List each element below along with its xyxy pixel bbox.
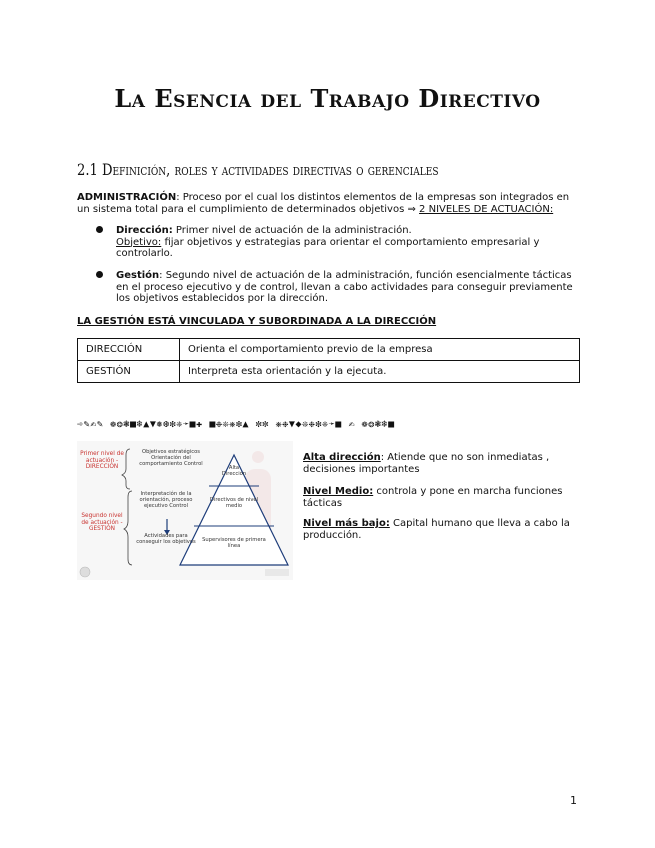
- bullet-term: Gestión: [116, 270, 160, 281]
- pyramid-bottom-label: Supervisores de primera línea: [202, 537, 266, 549]
- level-label: Alta dirección: [303, 452, 381, 463]
- page-number: 1: [570, 794, 577, 807]
- figure-note-bottom: Actividades para conseguir los objetivos: [136, 533, 196, 545]
- table-row: [78, 361, 580, 383]
- level-bajo: [303, 518, 585, 542]
- levels-table: [77, 338, 580, 383]
- table-cell: GESTIÓN: [78, 361, 180, 383]
- bullet-text: : Segundo nivel de actuación de la administración, función esencialmente tácticas en el proceso ejecutivo y de control, llevan a cabo actividades para conseguir previamente los objetivos establecidos por la dirección.: [116, 270, 573, 304]
- table-cell: Interpreta esta orientación y la ejecuta.: [180, 361, 580, 383]
- figure-label-direccion: Primer nivel de actuación - DIRECCIÓN: [80, 451, 124, 470]
- bullet-sub-label: Objetivo:: [116, 236, 162, 248]
- bullet-dot-icon: [96, 271, 103, 278]
- bullet-term: Dirección:: [116, 225, 173, 236]
- admin-term: ADMINISTRACIÓN: [77, 192, 177, 203]
- pyramid-top-label: Alta Dirección: [221, 465, 247, 477]
- administration-paragraph: [77, 192, 582, 216]
- bullet-gestion: [116, 270, 581, 305]
- subheading: LA GESTIÓN ESTÁ VINCULADA Y SUBORDINADA A LA DIRECCIÓN: [77, 316, 437, 327]
- level-text: : Atiende que no son inmediatas , decisiones importantes: [303, 452, 550, 475]
- pyramid-figure: [77, 441, 293, 580]
- level-label: Nivel Medio:: [303, 486, 374, 497]
- section-heading: 2.1 Definición, roles y actividades directivas o gerenciales: [77, 160, 439, 179]
- level-text: Capital humano que lleva a cabo la producción.: [303, 518, 570, 541]
- level-text: controla y pone en marcha funciones tácticas: [303, 486, 563, 509]
- page-title: La Esencia del Trabajo Directivo: [114, 84, 541, 113]
- figure-note-mid: Interpretación de la orientación, proceso ejecutivo Control: [139, 491, 193, 509]
- table-cell: Orienta el comportamiento previo de la empresa: [180, 339, 580, 361]
- figure-label-gestion: Segundo nivel de actuación - GESTIÓN: [81, 513, 123, 532]
- level-label: Nivel más bajo:: [303, 518, 390, 529]
- pyramid-mid-label: Directivos de nivel medio: [209, 497, 259, 509]
- figure-note-top: Objetivos estratégicos Orientación del comportamiento Control: [139, 449, 203, 467]
- bullet-text: Primer nivel de actuación de la administración.: [172, 225, 412, 236]
- admin-levels: 2 NIVELES DE ACTUACIÓN:: [419, 204, 554, 215]
- level-alta: [303, 452, 585, 476]
- table-row: [78, 339, 580, 361]
- bullet-sub-text: fijar objetivos y estrategias para orientar el comportamiento empresarial y controlarlo.: [116, 236, 540, 259]
- admin-definition: : Proceso por el cual los distintos elementos de la empresas son integrados en un sistema total para el cumplimiento de determinados objetivos ⇒: [77, 192, 570, 215]
- level-medio: [303, 486, 585, 510]
- bullet-direccion: [116, 225, 581, 260]
- table-cell: DIRECCIÓN: [78, 339, 180, 361]
- bullet-dot-icon: [96, 226, 103, 233]
- garbled-text-line: ➾✎✍✎ ❁❂❃■❄▲▼❅❆❇❈➛■✚ ■❉❊❋❇▲ ✼✼ ❋❉▼◆❊❉❇❈➛■ ✍ ❁❂❃❄■: [77, 419, 395, 430]
